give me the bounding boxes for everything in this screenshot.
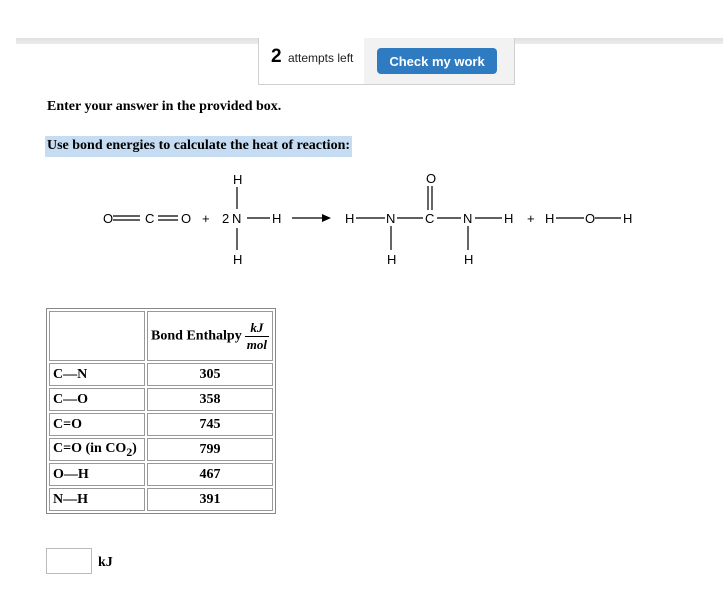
atom-n: N <box>386 211 396 226</box>
table-header-cell <box>147 311 273 361</box>
atom-c: C <box>145 211 155 226</box>
reaction-arrow-icon <box>322 214 331 222</box>
bond-value: 799 <box>147 438 273 461</box>
bond-enthalpy-table <box>46 308 276 514</box>
bond-name: N—H <box>49 488 145 511</box>
check-my-work-button[interactable]: Check my work <box>377 48 497 74</box>
bond-name: C=O (in CO <box>53 440 127 456</box>
bond-name-cell <box>49 438 145 461</box>
closing-paren: ) <box>132 440 137 456</box>
atom-o: O <box>426 171 437 186</box>
check-work-container <box>364 38 515 85</box>
bond-name: C—N <box>49 363 145 386</box>
subscript: 2 <box>126 445 133 459</box>
question-prompt: Use bond energies to calculate the heat of reaction: <box>45 136 352 157</box>
unit-numerator: kJ <box>245 320 269 337</box>
atom-h: H <box>464 252 474 266</box>
plus-sign: + <box>527 211 535 226</box>
atom-h: H <box>545 211 555 226</box>
atom-o: O <box>181 211 192 226</box>
atom-h: H <box>233 252 243 266</box>
atom-h: H <box>504 211 514 226</box>
table-row <box>49 413 273 436</box>
bond-name: C=O <box>49 413 145 436</box>
atom-n: N <box>463 211 473 226</box>
table-header-empty-cell <box>49 311 145 361</box>
table-header-row <box>49 311 273 361</box>
attempts-label: attempts left <box>288 51 354 65</box>
answer-unit: kJ <box>98 555 113 570</box>
bond-value: 358 <box>147 388 273 411</box>
bond-value: 305 <box>147 363 273 386</box>
atom-n: N <box>232 211 242 226</box>
attempts-counter <box>258 38 366 85</box>
attempts-number: 2 <box>271 46 282 67</box>
atom-c: C <box>425 211 435 226</box>
answer-input[interactable] <box>46 548 92 574</box>
atom-h: H <box>272 211 282 226</box>
bond-enthalpy-header: Bond Enthalpy <box>151 328 242 344</box>
bond-value: 391 <box>147 488 273 511</box>
atom-h: H <box>345 211 355 226</box>
bond-value: 467 <box>147 463 273 486</box>
atom-o: O <box>585 211 596 226</box>
table-row <box>49 363 273 386</box>
plus-sign: + <box>202 211 210 226</box>
table-row <box>49 463 273 486</box>
table-row <box>49 388 273 411</box>
atom-h: H <box>233 172 243 187</box>
reaction-equation <box>100 166 660 266</box>
table-row <box>49 438 273 461</box>
bond-name: O—H <box>49 463 145 486</box>
unit-denominator: mol <box>246 336 267 352</box>
coefficient: 2 <box>222 211 230 226</box>
assignment-toolbar <box>16 38 723 86</box>
instructions-text: Enter your answer in the provided box. <box>47 99 282 114</box>
unit-fraction <box>245 320 269 353</box>
atom-o: O <box>103 211 114 226</box>
atom-h: H <box>387 252 397 266</box>
bond-value: 745 <box>147 413 273 436</box>
atom-h: H <box>623 211 633 226</box>
bond-name: C—O <box>49 388 145 411</box>
table-row <box>49 488 273 511</box>
